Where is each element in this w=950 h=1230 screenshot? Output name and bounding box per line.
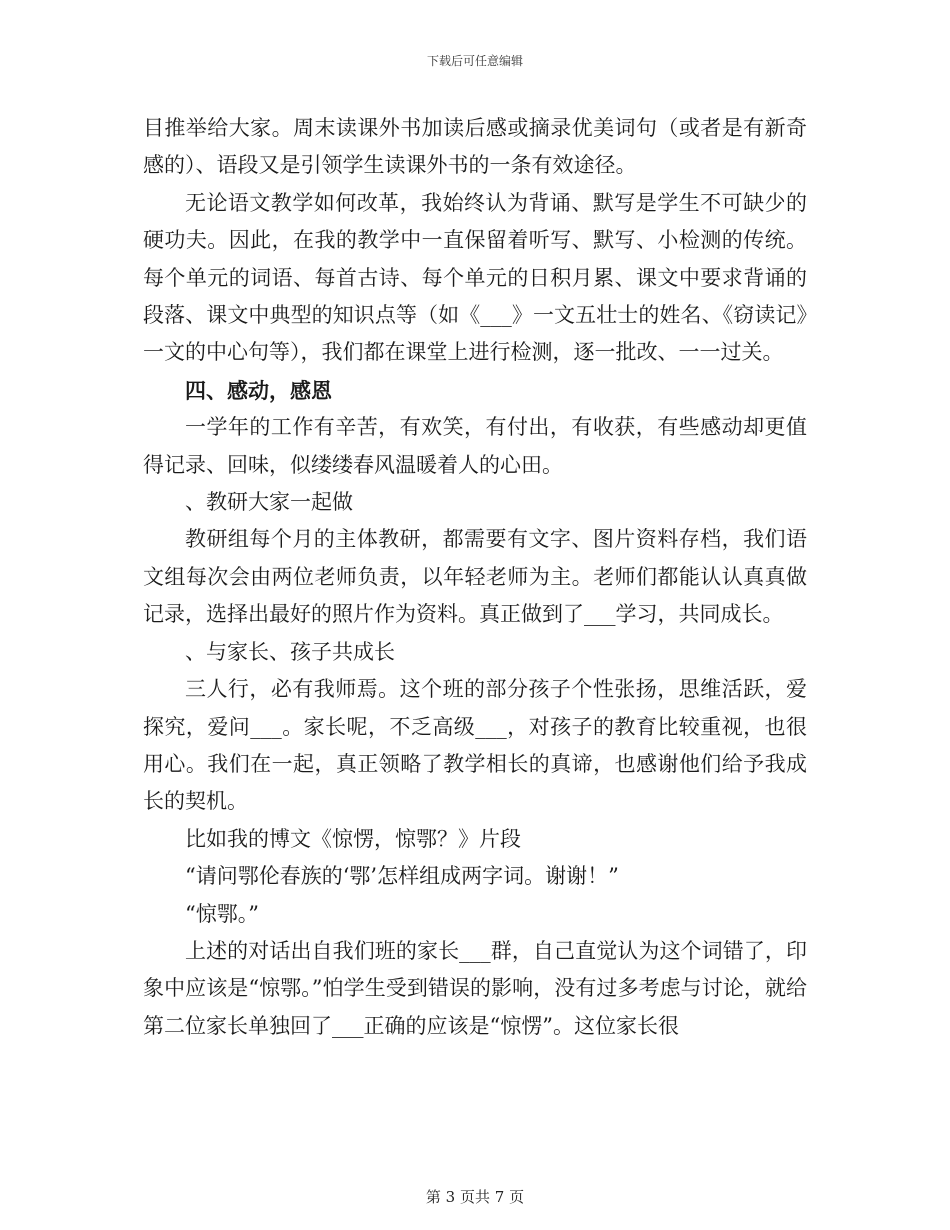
section-heading: 四、感动，感恩 [185,377,332,403]
paragraph: 无论语文教学如何改革，我始终认为背诵、默写是学生不可缺少的硬功夫。因此，在我的教学中一直保留着听写、默写、小检测的传统。每个单元的词语、每首古诗、每个单元的日积月累、课文中要求背诵的段落、课文中典型的知识点等（如《___》一文五壮士的姓名、《窃读记》一文的中心句等），我们都在课堂上进行检测，逐一批改、一一过关。 [143,190,807,365]
quote-line: “请问鄂伦春族的‘鄂’怎样组成两字词。谢谢！” [185,864,619,889]
page-number: 第 3 页共 7 页 [425,1188,525,1206]
paragraph: 目推举给大家。周末读课外书加读后感或摘录优美词句（或者是有新奇感的）、语段又是引领学生读课外书的一条有效途径。 [143,116,807,178]
paragraph: 教研组每个月的主体教研，都需要有文字、图片资料存档，我们语文组每次会由两位老师负责，以年轻老师为主。老师们都能认认真真做记录，选择出最好的照片作为资料。真正做到了___学习，共同成长。 [143,527,807,627]
paragraph: 比如我的博文《惊愣，惊鄂？》片段 [185,826,521,851]
paragraph: 一学年的工作有辛苦，有欢笑，有付出，有收获，有些感动却更值得记录、回味，似缕缕春风温暖着人的心田。 [143,415,807,477]
paragraph: 上述的对话出自我们班的家长___群，自己直觉认为这个词错了，印象中应该是“惊鄂。”怕学生受到错误的影响，没有过多考虑与讨论，就给第二位家长单独回了___正确的应该是“惊愣”。这位家长很 [143,938,807,1038]
document-body [143,110,807,1045]
subheading: 、教研大家一起做 [185,490,353,515]
page-header-note: 下载后可任意编辑 [426,54,523,68]
subheading: 、与家长、孩子共成长 [185,639,395,664]
quote-line: “惊鄂。” [185,901,259,926]
paragraph: 三人行，必有我师焉。这个班的部分孩子个性张扬，思维活跃，爱探究，爱问___。家长呢，不乏高级___，对孩子的教育比较重视，也很用心。我们在一起，真正领略了教学相长的真谛，也感谢他们给予我成长的契机。 [143,677,807,814]
